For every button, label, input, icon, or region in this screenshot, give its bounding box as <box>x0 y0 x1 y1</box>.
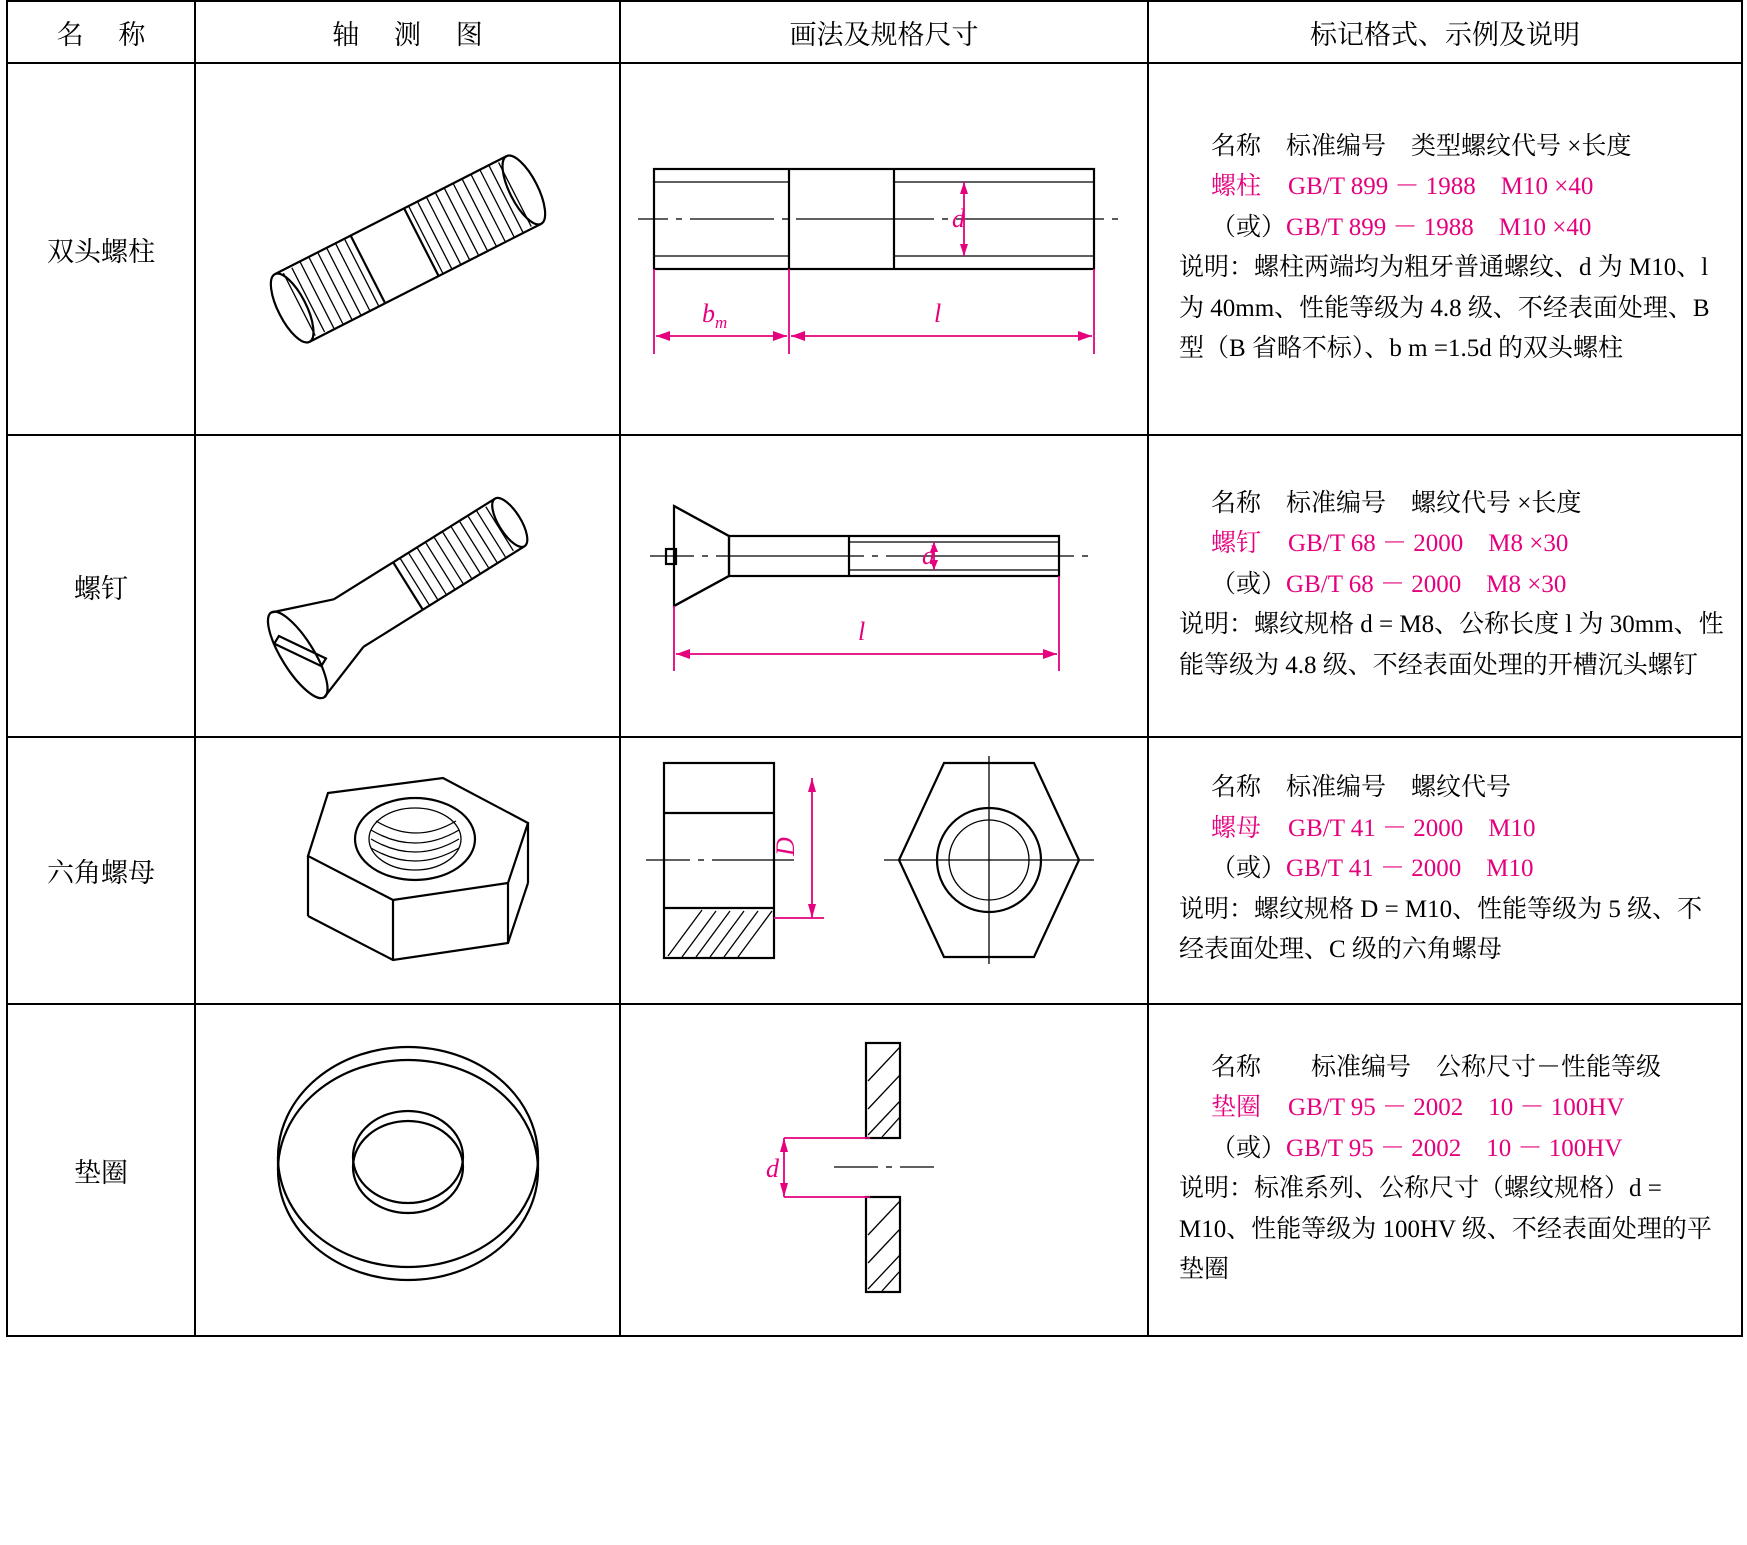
mark-example-prefix: 螺母 <box>1211 814 1262 842</box>
svg-text:d: d <box>922 541 935 570</box>
mark-note-label: 说明： <box>1179 1175 1255 1202</box>
isometric-washer <box>195 1004 620 1336</box>
mark-note-label: 说明： <box>1179 254 1255 281</box>
mark-note-label: 说明： <box>1179 895 1255 923</box>
svg-text:d: d <box>952 204 965 233</box>
mark-alt-prefix: （或） <box>1211 855 1287 883</box>
isometric-hex-nut <box>195 737 620 1004</box>
table-row <box>7 435 1742 737</box>
marking-stud-bolt <box>1148 63 1742 435</box>
table-header-row <box>7 1 1742 63</box>
svg-text:bm: $b_m$ <box>702 299 728 332</box>
mark-format: 名称 标准编号 螺纹代号 <box>1211 774 1512 802</box>
row-name-washer: 垫圈 <box>7 1004 195 1336</box>
row-name-hex-nut: 六角螺母 <box>7 737 195 1004</box>
table-row <box>7 63 1742 435</box>
table-row <box>7 737 1742 1004</box>
fastener-spec-table <box>6 0 1743 1337</box>
mark-format: 名称 标准编号 螺纹代号 ×长度 <box>1211 489 1582 517</box>
row-name-screw: 螺钉 <box>7 435 195 737</box>
mark-example: GB/T 68 － 2000 M8 ×30 <box>1288 530 1569 558</box>
mark-alt-example: GB/T 95 － 2002 10 － 100HV <box>1286 1134 1623 1162</box>
isometric-stud-bolt <box>195 63 620 435</box>
table-row <box>7 1004 1742 1336</box>
mark-alt-prefix: （或） <box>1211 213 1287 241</box>
drawing-stud-bolt <box>620 63 1148 435</box>
header-isometric: 轴 测 图 <box>195 1 620 63</box>
mark-note: 标准系列、公称尺寸（螺纹规格）d = M10、性能等级为 100HV 级、不经表面处理的平垫圈 <box>1179 1175 1712 1283</box>
header-drawing: 画法及规格尺寸 <box>620 1 1148 63</box>
mark-note: 螺柱两端均为粗牙普通螺纹、d 为 M10、l 为 40mm、性能等级为 4.8 级、不经表面处理、B 型（B 省略不标）、b m =1.5d 的双头螺柱 <box>1179 254 1710 362</box>
mark-alt-example: GB/T 68 － 2000 M8 ×30 <box>1286 570 1567 598</box>
mark-example: GB/T 899 － 1988 M10 ×40 <box>1288 173 1594 200</box>
isometric-screw <box>195 435 620 737</box>
mark-alt-prefix: （或） <box>1211 570 1287 598</box>
mark-example-prefix: 垫圈 <box>1211 1094 1262 1121</box>
mark-alt-prefix: （或） <box>1211 1134 1287 1162</box>
mark-alt-example: GB/T 41 － 2000 M10 <box>1286 855 1534 883</box>
header-marking: 标记格式、示例及说明 <box>1148 1 1742 63</box>
mark-example: GB/T 41 － 2000 M10 <box>1288 814 1536 842</box>
svg-text:l: l <box>858 617 866 646</box>
mark-note-label: 说明： <box>1179 611 1255 639</box>
mark-format: 名称 标准编号 类型螺纹代号 ×长度 <box>1211 132 1632 160</box>
mark-example-prefix: 螺钉 <box>1211 530 1262 558</box>
mark-format: 名称 标准编号 公称尺寸－性能等级 <box>1211 1053 1662 1081</box>
svg-text:l: l <box>934 299 942 328</box>
mark-alt-example: GB/T 899 － 1988 M10 ×40 <box>1286 213 1592 241</box>
svg-text:D: D <box>771 837 800 856</box>
drawing-screw <box>620 435 1148 737</box>
header-name: 名 称 <box>7 1 195 63</box>
drawing-washer <box>620 1004 1148 1336</box>
row-name-stud: 双头螺柱 <box>7 63 195 435</box>
mark-note: 螺纹规格 D = M10、性能等级为 5 级、不经表面处理、C 级的六角螺母 <box>1179 895 1703 964</box>
svg-text:d: d <box>766 1154 779 1183</box>
marking-hex-nut <box>1148 737 1742 1004</box>
marking-screw <box>1148 435 1742 737</box>
mark-note: 螺纹规格 d = M8、公称长度 l 为 30mm、性能等级为 4.8 级、不经表面处理的开槽沉头螺钉 <box>1179 611 1724 679</box>
marking-washer <box>1148 1004 1742 1336</box>
mark-example-prefix: 螺柱 <box>1211 173 1262 200</box>
mark-example: GB/T 95 － 2002 10 － 100HV <box>1288 1094 1625 1121</box>
drawing-hex-nut <box>620 737 1148 1004</box>
